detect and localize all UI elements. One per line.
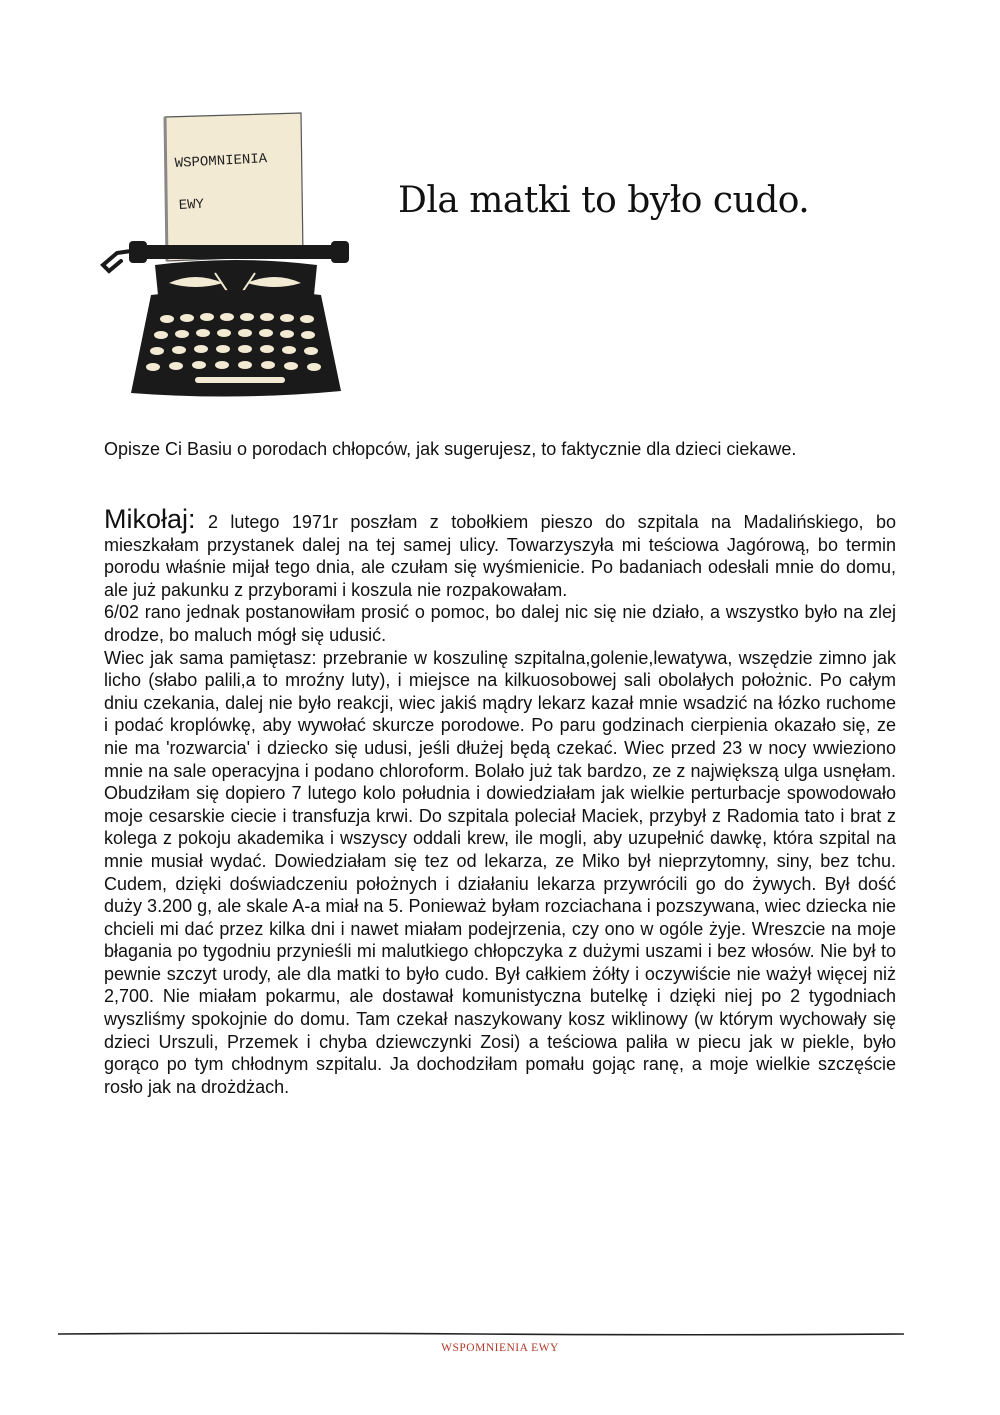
story-paragraph-1-text: 2 lutego 1971r poszłam z tobołkiem pieszo do szpitala na Madalińskiego, bo mieszkałam przystanek dalej na tej samej ulicy. Towarzyszyła mi teściowa Jagórową, bo termin porodu właśnie mijał tego dnia, ale czułam się wyśmienicie. Po badaniach odesłali mnie do domu, ale już pakunku z przyborami i koszula nie rozpakowałam. (104, 512, 896, 600)
logo-line1: WSPOMNIENIA (174, 151, 268, 172)
story-paragraph-2: 6/02 rano jednak postanowiłam prosić o pomoc, bo dalej nic się nie działo, a wszystko było na zlej drodze, bo maluch mógł się udusić. (104, 602, 896, 645)
typewriter-logo (95, 105, 365, 405)
logo-line2: EWY (178, 196, 205, 214)
footer-divider (58, 1332, 904, 1335)
intro-paragraph: Opisze Ci Basiu o porodach chłopców, jak sugerujesz, to faktycznie dla dzieci ciekawe. (104, 439, 797, 459)
story-paragraph-1 (104, 504, 896, 601)
typewriter-icon (95, 105, 365, 405)
footer-label: WSPOMNIENIA EWY (441, 1342, 559, 1354)
story-paragraph-3: Wiec jak sama pamiętasz: przebranie w koszulinę szpitalna,golenie,lewatywa, wszędzie zimno jak licho (słabo palili,a to mroźny luty), i miejsce na kilkuosobowej sali obolałych położnic. Po całym dniu czekania, dalej nie było reakcji, wiec jakiś mądry lekarz kazał mnie wsadzić na łózko ruchome i podać kroplówkę, aby wywołać skurcze porodowe. Po paru godzinach cierpienia okazało się, ze nie ma 'rozwarcia' i dziecko się udusi, jeśli dłużej będą czekać. Wiec przed 23 w nocy wwieziono mnie na sale operacyjna i podano chloroform. Bolało już tak bardzo, ze z największą ulga usnęłam. Obudziłam się dopiero 7 lutego kolo południa i dowiedziałam jak wielkie perturbacje spowodowało moje cesarskie ciecie i transfuzja krwi. Do szpitala poleciał Maciek, przybył z Radomia tato i brat z kolega z pokoju akademika i wszyscy oddali krew, ile mogli, aby uzupełnić dawkę, która szpital na mnie musiał wydać. Dowiedziałam się tez od lekarza, ze Miko był nieprzytomny, siny, bez tchu. Cudem, dzięki doświadczeniu położnych i działaniu lekarza przywrócili go do żywych. Był dość duży 3.200 g, ale skale A-a miał na 5. Ponieważ byłam rozciachana i pozszywana, wiec dziecka nie chcieli mi dać przez kilka dni i nawet miałam podejrzenia, czy ono w ogóle żyje. Wreszcie na moje błagania po tygodniu przynieśli mi malutkiego chłopczyka z dużymi uszami i bez włosów. Nie był to pewnie szczyt urody, ale dla matki to było cudo. Był całkiem żółty i oczywiście nie ważył więcej niż 2,700. Nie miałam pokarmu, ale dostawał komunistyczna butelkę i dzięki niej po 2 tygodniach wyszliśmy spokojnie do domu. Tam czekał naszykowany kosz wiklinowy (w którym wychowały się dzieci Urszuli, Przemek i chyba dziewczynki Zosi) a teściowa paliła w piecu jak w piekle, było gorąco po tym chłodnym szpitalu. Ja dochodziłam pomału gojąc ranę, a moje wielkie szczęście rosło jak na drożdżach. (104, 647, 896, 1097)
story-text (104, 504, 896, 1098)
page-title: Dla matki to było cudo. (398, 180, 810, 221)
story-lead: Mikołaj: (104, 504, 196, 534)
